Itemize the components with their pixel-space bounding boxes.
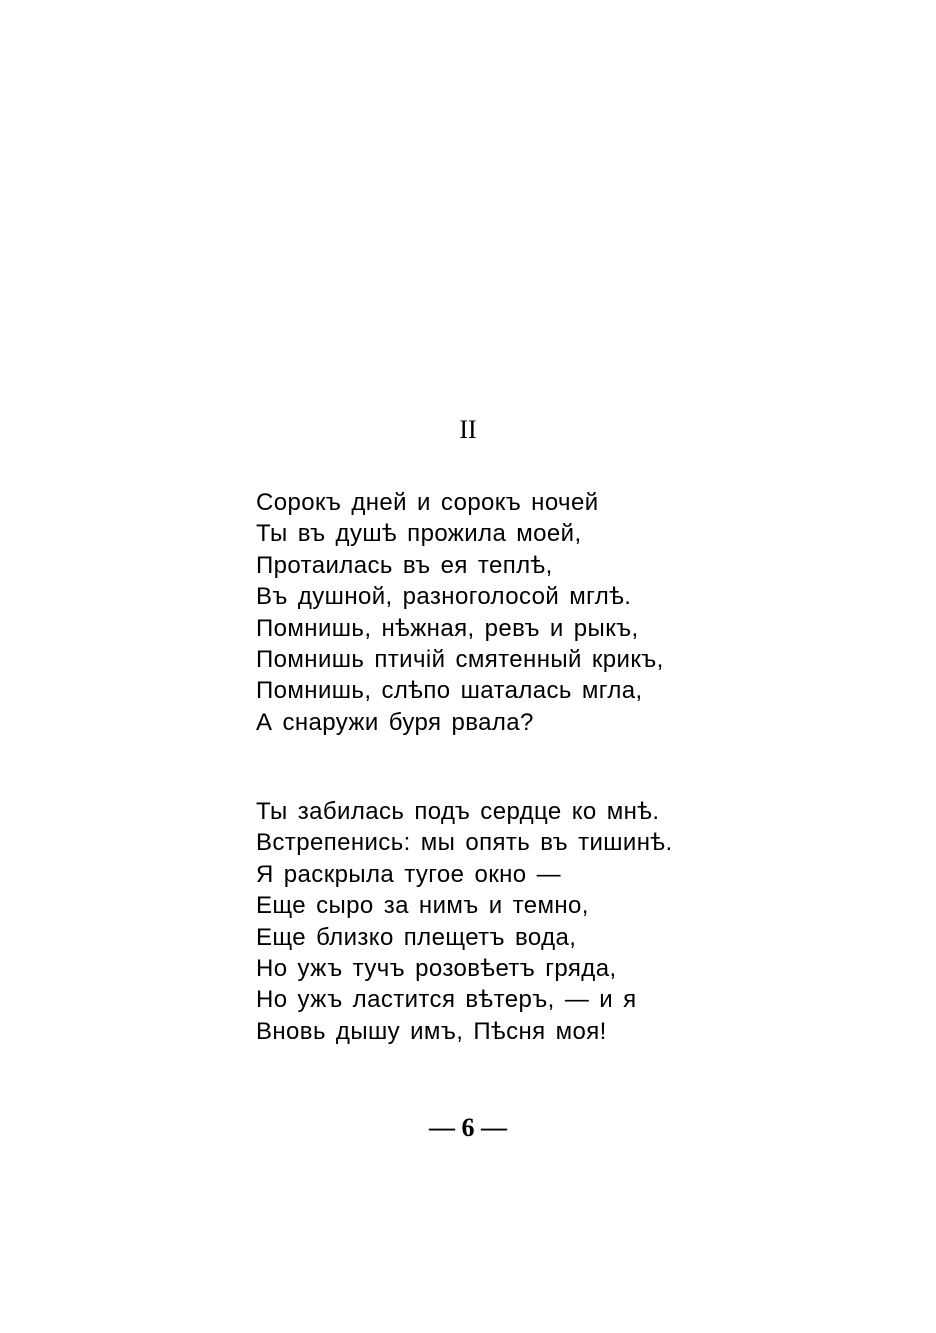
verse-line: Я раскрыла тугое окно — (256, 860, 561, 888)
verse-line: Въ душной, разноголосой мглѣ. (256, 583, 632, 611)
verse-line: Еще сыро за нимъ и темно, (256, 892, 589, 920)
section-number: II (459, 415, 477, 444)
verse-line: А снаружи буря рвала? (256, 708, 534, 736)
verse-line: Ты забилась подъ сердце ко мнѣ. (256, 798, 660, 825)
verse-line: Еще близко плещетъ вода, (256, 923, 577, 951)
verse-line: Ты въ душѣ прожила моей, (256, 520, 582, 548)
verse-line: Помнишь, слѣпо шаталась мгла, (256, 677, 643, 705)
verse-line: Протаилась въ ея теплѣ, (256, 551, 553, 579)
verse-line: Помнишь птичій смятенный крикъ, (256, 646, 664, 674)
verse-line: Сорокъ дней и сорокъ ночей (256, 489, 599, 516)
stanza-1 (256, 487, 856, 738)
verse-line: Но ужъ ластится вѣтеръ, — и я (256, 986, 637, 1014)
verse-line: Вновь дышу имъ, Пѣсня моя! (256, 1017, 607, 1045)
page-number: — 6 — (429, 1113, 507, 1142)
verse-line: Встрепенись: мы опять въ тишинѣ. (256, 829, 673, 857)
verse-line: Помнишь, нѣжная, ревъ и рыкъ, (256, 614, 639, 642)
verse-line: Но ужъ тучъ розовѣетъ гряда, (256, 955, 617, 983)
stanza-2 (256, 796, 856, 1047)
